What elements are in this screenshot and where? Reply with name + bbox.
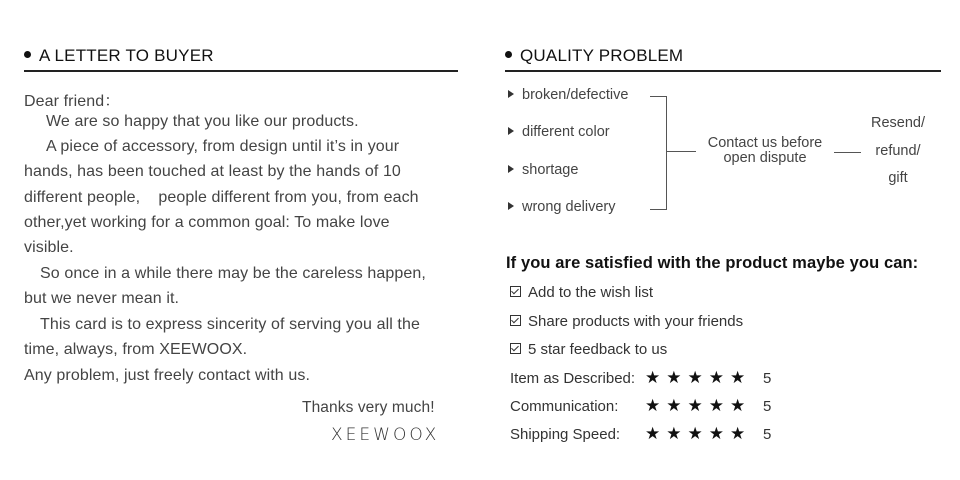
quality-item-label: broken/defective — [522, 87, 629, 103]
quality-item-label: wrong delivery — [522, 199, 616, 215]
quality-heading-text: QUALITY PROBLEM — [520, 46, 684, 65]
star-icon: ★ — [708, 396, 730, 415]
bracket-line — [666, 96, 667, 210]
star-icon: ★ — [666, 368, 688, 387]
contact-line: open dispute — [723, 150, 807, 166]
satisfied-item-label: Share products with your friends — [528, 313, 744, 330]
star-icon: ★ — [666, 424, 688, 443]
letter-line: This card is to express sincerity of serving you all the — [40, 316, 420, 333]
star-icon: ★ — [645, 368, 667, 387]
quality-item — [508, 124, 610, 140]
rating-row — [510, 370, 635, 388]
letter-heading — [24, 46, 214, 66]
bullet-icon — [505, 51, 512, 58]
star-icon: ★ — [687, 368, 709, 387]
star-icon: ★ — [730, 424, 752, 443]
letter-signature: XEEWOOX — [331, 425, 440, 445]
satisfied-item — [510, 341, 667, 358]
rating-row — [510, 426, 620, 444]
star-icon: ★ — [645, 396, 667, 415]
letter-line: A piece of accessory, from design until it’s in your — [46, 138, 400, 155]
letter-line: Any problem, just freely contact with us. — [24, 367, 310, 384]
rating-row — [510, 398, 618, 416]
rating-label: Shipping Speed: — [510, 426, 621, 443]
triangle-right-icon — [508, 127, 514, 135]
triangle-right-icon — [508, 202, 514, 210]
letter-line: other,yet working for a common goal: To make love — [24, 214, 390, 231]
resolution-refund: refund/ — [875, 143, 921, 159]
star-icon: ★ — [708, 368, 730, 387]
connector-line — [834, 152, 861, 153]
bracket-line — [666, 151, 696, 152]
satisfied-item — [510, 313, 743, 330]
letter-line: different people, people different from you, from each — [24, 189, 419, 206]
checkbox-checked-icon — [510, 343, 521, 354]
quality-divider — [505, 70, 941, 72]
letter-line: time, always, from XEEWOOX. — [24, 341, 248, 358]
star-icon: ★ — [687, 424, 709, 443]
letter-line: hands, has been touched at least by the hands of 10 — [24, 163, 401, 180]
letter-line: We are so happy that you like our products. — [46, 113, 359, 130]
letter-line: So once in a while there may be the careless happen, — [40, 265, 426, 282]
bracket-line — [650, 209, 666, 210]
contact-text — [700, 135, 830, 166]
star-icon: ★ — [730, 396, 752, 415]
star-icon: ★ — [666, 396, 688, 415]
letter-thanks: Thanks very much! — [302, 399, 435, 416]
quality-item-label: different color — [522, 124, 610, 140]
checkbox-checked-icon — [510, 286, 521, 297]
letter-greeting: Dear friend： — [24, 93, 121, 110]
star-icon: ★ — [645, 424, 667, 443]
rating-stars — [645, 424, 751, 444]
resolution-resend: Resend/ — [870, 115, 925, 131]
rating-label: Item as Described: — [510, 370, 636, 387]
rating-score: 5 — [763, 370, 772, 387]
quality-item — [508, 199, 616, 215]
letter-divider — [24, 70, 458, 72]
star-icon: ★ — [687, 396, 709, 415]
satisfied-item-label: Add to the wish list — [528, 284, 654, 301]
triangle-right-icon — [508, 90, 514, 98]
checkbox-checked-icon — [510, 315, 521, 326]
letter-line: but we never mean it. — [24, 290, 180, 307]
rating-stars — [645, 396, 751, 416]
triangle-right-icon — [508, 165, 514, 173]
quality-item-label: shortage — [522, 162, 579, 178]
quality-item — [508, 87, 628, 103]
rating-score: 5 — [763, 398, 772, 415]
resolution-gift: gift — [888, 170, 908, 186]
bullet-icon — [24, 51, 31, 58]
star-icon: ★ — [730, 368, 752, 387]
letter-heading-text: A LETTER TO BUYER — [39, 46, 214, 65]
satisfied-item — [510, 284, 653, 301]
satisfied-title: If you are satisfied with the product maybe you can: — [506, 254, 919, 272]
rating-score: 5 — [763, 426, 772, 443]
quality-heading — [505, 46, 683, 66]
rating-stars — [645, 368, 751, 388]
star-icon: ★ — [708, 424, 730, 443]
bracket-line — [650, 96, 666, 97]
quality-item — [508, 162, 578, 178]
contact-line: Contact us before — [707, 135, 823, 151]
satisfied-item-label: 5 star feedback to us — [528, 341, 668, 358]
rating-label: Communication: — [510, 398, 619, 415]
letter-line: visible. — [24, 239, 74, 256]
